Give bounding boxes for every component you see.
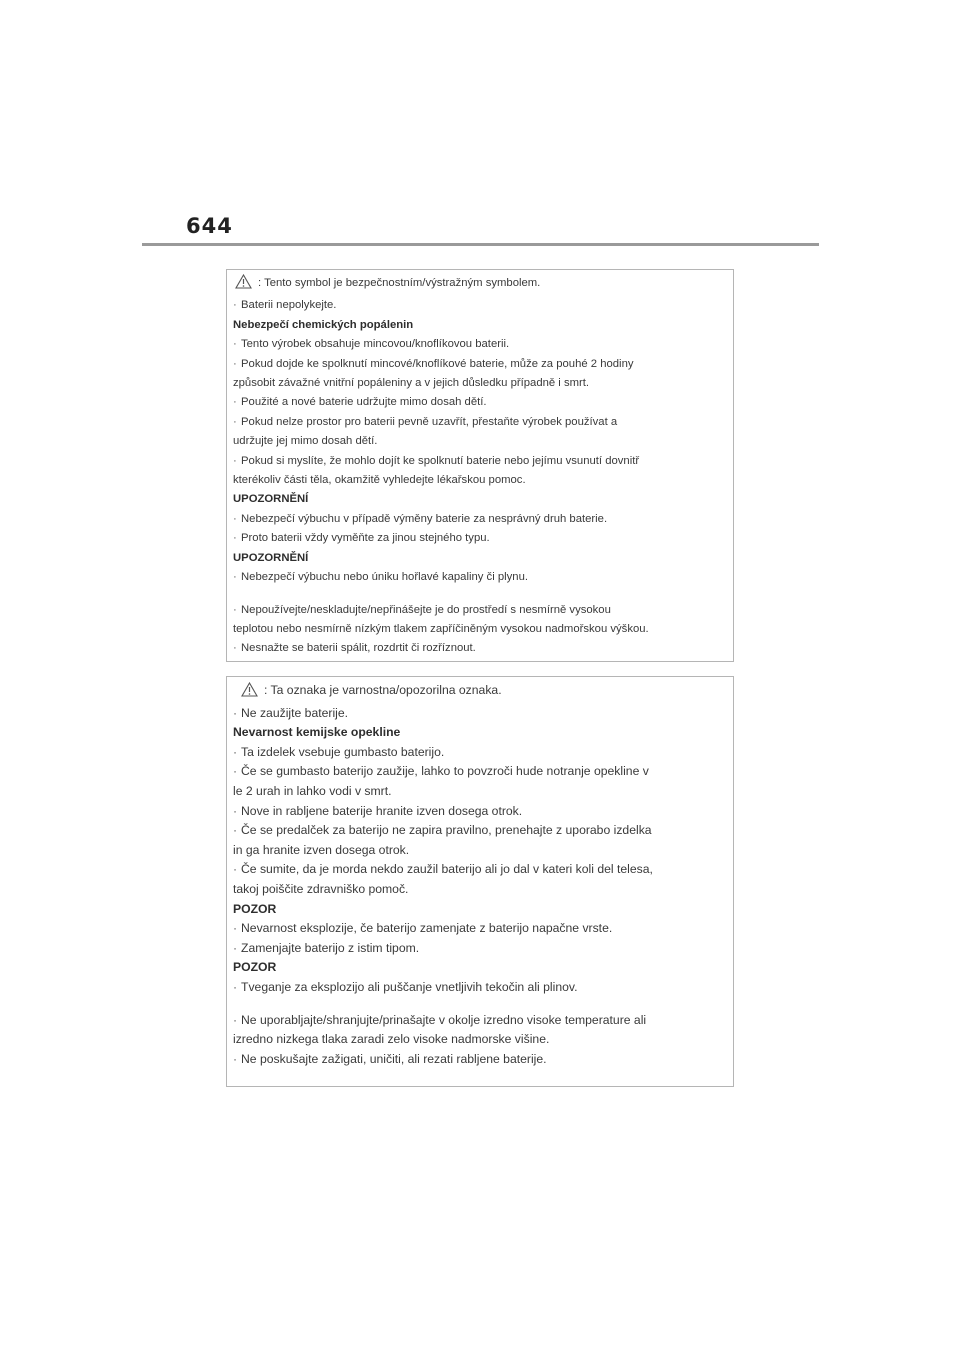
czech-heading-caution-2: UPOZORNĚNÍ [233, 551, 309, 564]
warning-triangle-icon [241, 682, 258, 704]
warning-triangle-icon [235, 274, 252, 296]
slovenian-line: · Zamenjajte baterijo z istim tipom. [233, 940, 420, 955]
czech-line: · Pokud nelze prostor pro baterii pevně uzavřít, přestaňte výrobek používat a [233, 415, 618, 428]
slovenian-line: · Ne poskušajte zažigati, uničiti, ali rezati rabljene baterije. [233, 1051, 547, 1066]
header-rule [142, 243, 819, 246]
czech-heading-chemical-burns: Nebezpečí chemických popálenin [233, 318, 414, 331]
czech-line: · Použité a nové baterie udržujte mimo dosah dětí. [233, 396, 487, 409]
slovenian-line: le 2 urah in lahko vodi v smrt. [233, 783, 392, 798]
slovenian-line: · Če sumite, da je morda nekdo zaužil baterijo ali jo dal v kateri koli del telesa, [233, 862, 653, 877]
czech-heading-caution-1: UPOZORNĚNÍ [233, 493, 309, 506]
czech-line: · Baterii nepolykejte. [233, 299, 337, 312]
slovenian-line: in ga hranite izven dosega otrok. [233, 842, 410, 857]
slovenian-line: · Če se predalček za baterijo ne zapira pravilno, prenehajte z uporabo izdelka [233, 823, 652, 838]
slovenian-line: izredno nizkega tlaka zaradi zelo visoke nadmorske višine. [233, 1032, 550, 1047]
slovenian-heading-caution-1: POZOR [233, 901, 277, 916]
czech-line: způsobit závažné vnitřní popáleniny a v jejich důsledku případně i smrt. [233, 377, 590, 390]
slovenian-line: · Ne uporabljajte/shranjujte/prinašajte v okolje izredno visoke temperature ali [233, 1012, 647, 1027]
slovenian-symbol-text: : Ta oznaka je varnostna/opozorilna oznaka. [264, 683, 502, 697]
czech-line: · Tento výrobek obsahuje mincovou/knoflíkovou baterii. [233, 338, 510, 351]
czech-line: udržujte jej mimo dosah dětí. [233, 435, 378, 448]
slovenian-warning-label [226, 676, 734, 1087]
czech-line: · Pokud dojde ke spolknutí mincové/knoflíkové baterie, může za pouhé 2 hodiny [233, 357, 634, 370]
czech-line: · Nebezpečí výbuchu v případě výměny baterie za nesprávný druh baterie. [233, 512, 608, 525]
slovenian-line: · Nove in rabljene baterije hranite izven dosega otrok. [233, 803, 523, 818]
czech-line: · Proto baterii vždy vyměňte za jinou stejného typu. [233, 532, 490, 545]
slovenian-heading-chemical-burns: Nevarnost kemijske opekline [233, 725, 401, 740]
czech-symbol-line [233, 274, 727, 296]
slovenian-line: · Tveganje za eksplozijo ali puščanje vnetljivih tekočin ali plinov. [233, 979, 578, 994]
slovenian-line: · Ne zaužijte baterije. [233, 705, 349, 720]
spacer [233, 998, 727, 1011]
slovenian-line: takoj poiščite zdravniško pomoč. [233, 881, 409, 896]
czech-line: kterékoliv části těla, okamžitě vyhledejte lékařskou pomoc. [233, 474, 526, 487]
czech-line: · Pokud si myslíte, že mohlo dojít ke spolknutí baterie nebo jejímu vsunutí dovnitř [233, 454, 640, 467]
czech-line: · Nesnažte se baterii spálit, rozdrtit či rozříznout. [233, 642, 476, 655]
page-number: 644 [186, 214, 233, 238]
slovenian-symbol-line [233, 681, 727, 704]
czech-warning-label [226, 269, 734, 662]
czech-symbol-text: : Tento symbol je bezpečnostním/výstražným symbolem. [258, 277, 541, 289]
slovenian-line: · Nevarnost eksplozije, če baterijo zamenjate z baterijo napačne vrste. [233, 921, 613, 936]
slovenian-line: · Ta izdelek vsebuje gumbasto baterijo. [233, 744, 445, 759]
spacer [233, 588, 727, 601]
slovenian-line: · Če se gumbasto baterijo zaužije, lahko to povzroči hude notranje opekline v [233, 764, 649, 779]
slovenian-heading-caution-2: POZOR [233, 960, 277, 975]
czech-line: teplotou nebo nesmírně nízkým tlakem zapříčiněným vysokou nadmořskou výškou. [233, 622, 649, 635]
czech-line: · Nepoužívejte/neskladujte/nepřinášejte je do prostředí s nesmírně vysokou [233, 603, 611, 616]
czech-line: · Nebezpečí výbuchu nebo úniku hořlavé kapaliny či plynu. [233, 571, 528, 584]
